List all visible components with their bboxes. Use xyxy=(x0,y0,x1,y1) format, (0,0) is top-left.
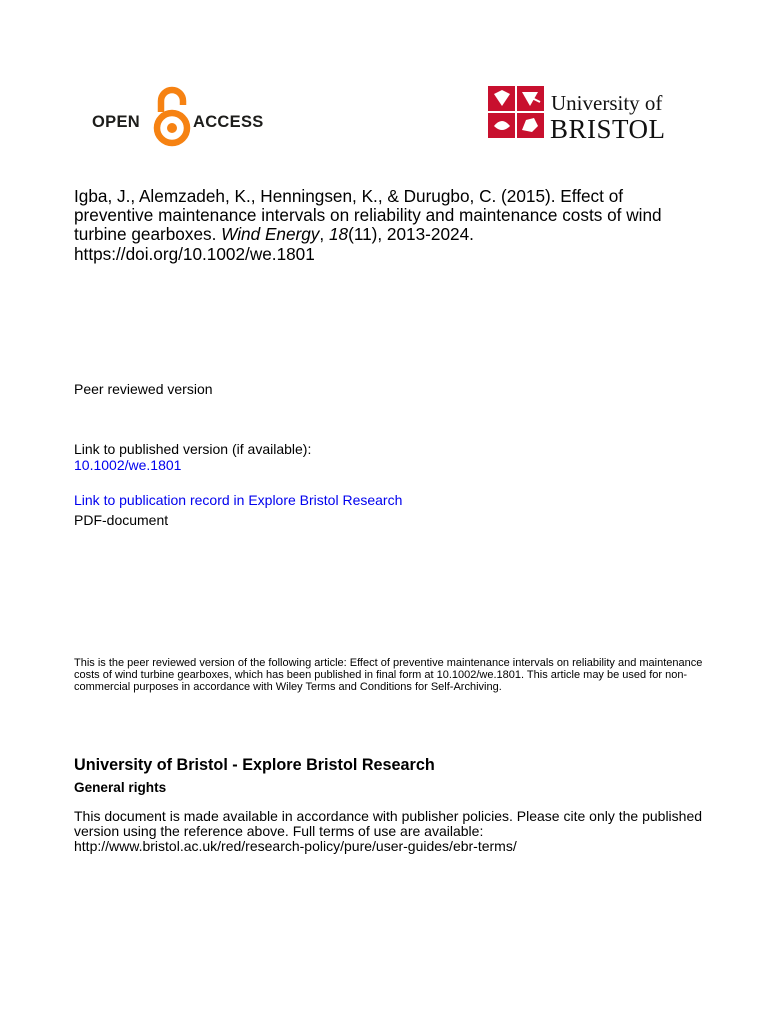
university-crest-icon xyxy=(488,86,544,138)
document-format: PDF-document xyxy=(74,512,169,528)
open-access-logo-open: OPEN xyxy=(92,113,140,131)
citation-separator: , xyxy=(319,224,329,245)
open-lock-icon xyxy=(152,86,192,148)
publication-record-link[interactable]: Link to publication record in Explore Bristol Research xyxy=(74,492,403,508)
published-version-label: Link to published version (if available): xyxy=(74,441,312,457)
general-rights-heading: General rights xyxy=(74,780,167,795)
citation-doi-url[interactable]: https://doi.org/10.1002/we.1801 xyxy=(74,243,315,264)
footer-heading: University of Bristol - Explore Bristol Research xyxy=(74,756,435,774)
university-logo-line2: BRISTOL xyxy=(550,114,666,144)
university-logo xyxy=(488,86,688,142)
version-notice: This is the peer reviewed version of the following article: Effect of preventive maintenance intervals on reliability and maintenance costs of wind turbine gearboxes, which has been published in final form at 10.1002/we.1801. This article may be used for non-commercial purposes in accordance with Wiley Terms and Conditions for Self-Archiving. xyxy=(74,657,703,694)
version-label: Peer reviewed version xyxy=(74,381,213,397)
general-rights-text: This document is made available in accordance with publisher policies. Please cite only the published version using the reference above. Full terms of use are available: http://www.bristol.ac.uk/red/research-policy/pure/user-guides/ebr-terms/ xyxy=(74,808,703,855)
open-access-logo xyxy=(92,86,268,150)
published-doi-link[interactable]: 10.1002/we.1801 xyxy=(74,457,182,473)
citation-authors-title: Igba, J., Alemzadeh, K., Henningsen, K., & Durugbo, C. (2015). Effect of preventive maintenance intervals on reliability and maintenance costs of wind turbine gearboxes. xyxy=(74,186,662,245)
open-access-logo-access: ACCESS xyxy=(193,113,264,131)
citation-issue-pages: (11), 2013-2024. xyxy=(348,224,474,245)
citation xyxy=(74,187,704,264)
university-logo-line1: University of xyxy=(551,91,663,115)
citation-volume: 18 xyxy=(328,224,349,245)
citation-journal: Wind Energy xyxy=(221,224,320,245)
